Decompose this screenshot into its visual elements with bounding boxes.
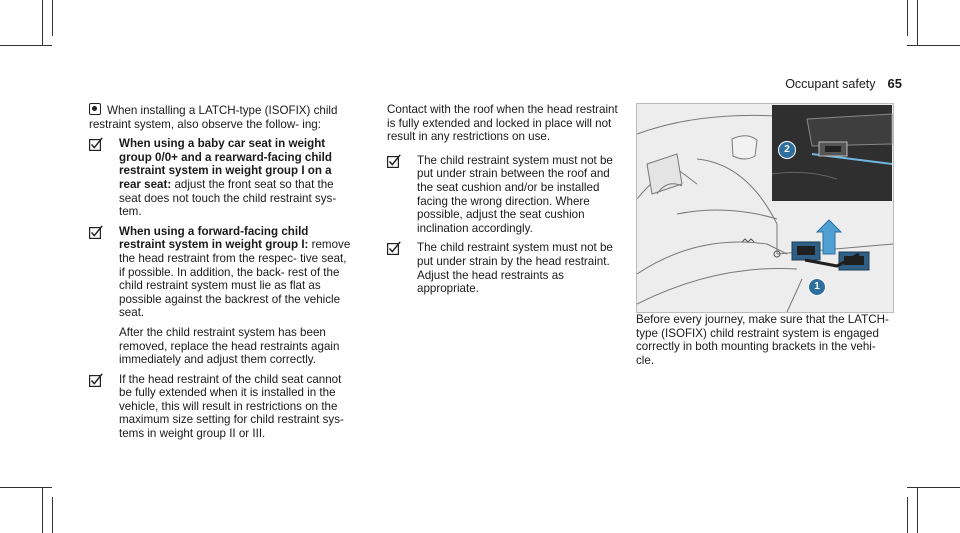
crop-mark: [0, 487, 52, 488]
page-header: [785, 76, 902, 91]
checkbox-check-icon: [89, 373, 103, 387]
item-body: The child restraint system must not be put under strain by the head restraint. Adjust the head restraints as appropriate.: [417, 241, 613, 296]
intro-paragraph: Contact with the roof when the head restraint is fully extended and locked in place will not result in any restrictions on use.: [387, 103, 618, 144]
item-body: The child restraint system must not be put under strain between the roof and the seat cushion and/or be installed facing the wrong direction. Where possible, adjust the seat cushion inclination accordingly.: [417, 153, 613, 235]
page-number: 65: [887, 76, 902, 91]
item-title: When using a forward-facing child restraint system in weight group I:: [119, 224, 309, 252]
item-body: adjust the front seat so that the seat does not touch the child restraint sys- tem.: [119, 177, 337, 219]
crop-mark: [907, 497, 908, 533]
list-item: [89, 137, 351, 219]
crop-mark: [0, 45, 52, 46]
checkbox-check-icon: [387, 154, 401, 168]
callout-number: 1: [814, 281, 820, 292]
right-column: [636, 103, 892, 367]
section-title: Occupant safety: [785, 77, 876, 91]
figure-caption: Before every journey, make sure that the LATCH- type (ISOFIX) child restraint system is engaged correctly in both mounting brackets in the vehi- cle.: [636, 313, 889, 367]
illustration-drawing: [637, 104, 893, 312]
item-title: When using a baby car seat in weight group 0/0+ and a rearward-facing child restraint system in weight group I on a rear seat:: [119, 137, 332, 191]
crop-mark: [42, 487, 43, 533]
middle-column: [387, 103, 625, 296]
crop-mark: [907, 487, 960, 488]
item-body: If the head restraint of the child seat cannot be fully extended when it is installed in the vehicle, this will result in restrictions on the maximum size setting for child restraint sys- tems in weight group II or III.: [119, 372, 344, 441]
item-extra: After the child restraint system has been removed, replace the head restraints again immediately and adjust them correctly.: [119, 325, 340, 367]
rear-seat-illustration: [636, 103, 894, 313]
item-body: remove the head restraint from the respec- tive seat, if possible. In addition, the back- rest of the child restraint system must lie as flat as possible against the backrest of the vehicle seat.: [119, 238, 351, 320]
list-item: [89, 373, 351, 441]
info-note-icon: [89, 103, 101, 115]
crop-mark: [907, 45, 960, 46]
note-paragraph: [89, 103, 351, 131]
crop-mark: [42, 0, 43, 46]
list-item: [89, 225, 351, 367]
callout-badge: [778, 141, 796, 159]
callout-badge: [808, 278, 826, 296]
list-item: [387, 154, 625, 236]
note-text: When installing a LATCH-type (ISOFIX) child restraint system, also observe the follow- ing:: [89, 104, 338, 131]
left-column: [89, 103, 351, 441]
crop-mark: [52, 0, 53, 36]
crop-mark: [917, 0, 918, 46]
crop-mark: [52, 497, 53, 533]
list-item: [387, 241, 625, 295]
crop-mark: [917, 487, 918, 533]
checkbox-check-icon: [89, 137, 103, 151]
checkbox-check-icon: [387, 241, 401, 255]
checkbox-check-icon: [89, 225, 103, 239]
callout-number: 2: [784, 144, 790, 155]
crop-mark: [907, 0, 908, 36]
